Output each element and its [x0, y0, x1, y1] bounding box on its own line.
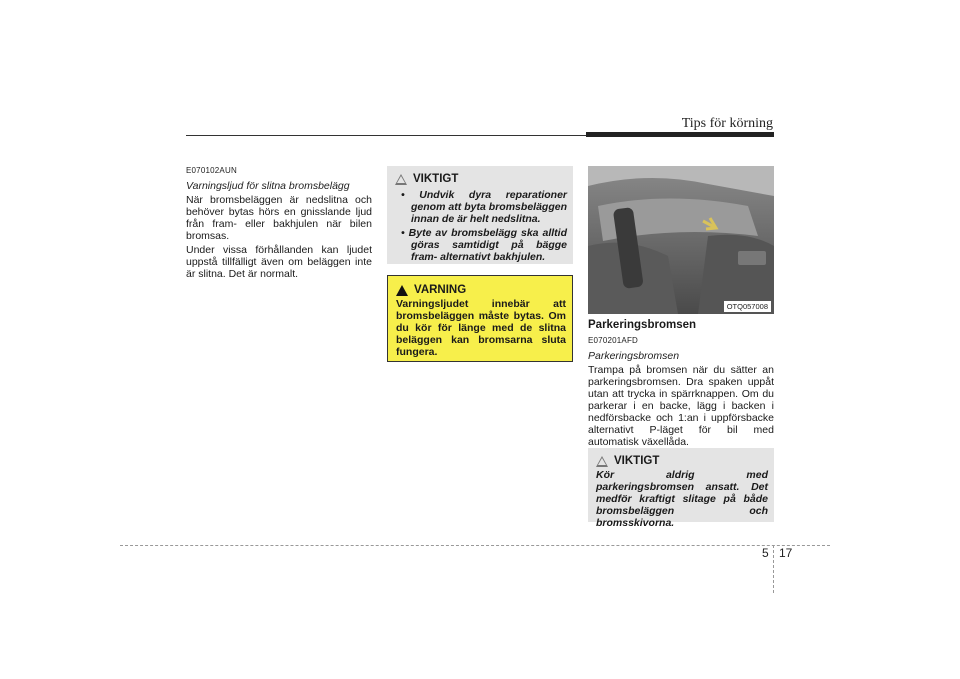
photo-caption: OTQ057008: [724, 301, 771, 312]
warning-triangle-icon: [396, 285, 408, 296]
paragraph: Trampa på bromsen när du sätter an parkeringsbromsen. Dra spaken uppåt utan att trycka in spärrknappen. Om du parkerar i en backe, lägg i backen i nedförsbacke och 1:an i uppförsbacke alternativt P-läget för bil med automatisk växellåda.: [588, 364, 774, 448]
section-code: E070102AUN: [186, 166, 237, 175]
notice-title: VIKTIGT: [596, 455, 768, 467]
notice-text: Kör aldrig med parkeringsbromsen ansatt. Det medför kraftigt slitage på både bromsbeläggen och bromsskivorna.: [596, 469, 768, 529]
footer-divider: [773, 545, 774, 593]
section-subhead: Varningsljud för slitna bromsbelägg: [186, 180, 350, 192]
section-heading: Parkeringsbromsen: [588, 319, 697, 331]
section-code: E070201AFD: [588, 336, 639, 345]
warning-title: VARNING: [396, 284, 566, 296]
list-item: • Byte av bromsbelägg ska alltid göras samtidigt på bägge fram- alternativt bakhjulen.: [395, 227, 567, 263]
caution-triangle-icon: [596, 456, 608, 467]
page-number: 17: [779, 546, 793, 560]
caution-triangle-icon: [395, 174, 407, 185]
notice-list: [395, 189, 567, 263]
right-column: [588, 319, 774, 450]
notice-box: [588, 448, 774, 529]
header-rule-accent: [586, 132, 774, 137]
chapter-number: 5: [762, 546, 769, 560]
left-column: [186, 165, 372, 282]
header-title: Tips för körning: [681, 116, 773, 131]
warning-text: Varningsljudet innebär att bromsbeläggen måste bytas. Om du kör för länge med de slitna beläggen kan bromsarna sluta fungera.: [396, 298, 566, 358]
photo-illustration: [588, 166, 774, 314]
list-item: • Undvik dyra reparationer genom att byta bromsbeläggen innan de är helt nedslitna.: [395, 189, 567, 225]
paragraph: När bromsbeläggen är nedslitna och behöver bytas hörs en gnisslande ljud från fram- eller bakhjulen när bilen bromsas.: [186, 194, 372, 242]
parking-brake-photo: [588, 166, 774, 314]
notice-box: [387, 166, 573, 264]
footer-rule: [120, 545, 830, 546]
section-subhead: Parkeringsbromsen: [588, 350, 680, 362]
warning-box: [387, 275, 573, 362]
notice-title: VIKTIGT: [395, 173, 567, 185]
paragraph: Under vissa förhållanden kan ljudet uppstå tillfälligt även om beläggen inte är slitna. Det är normalt.: [186, 244, 372, 280]
